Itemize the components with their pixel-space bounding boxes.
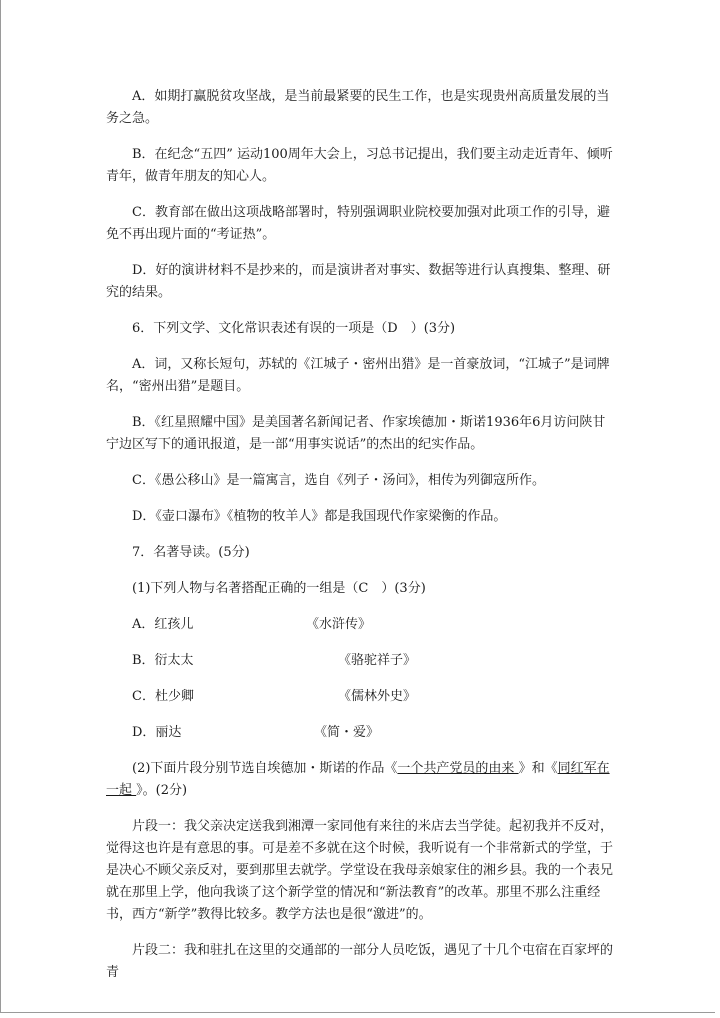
q6-option-b: B．《红星照耀中国》是美国著名新闻记者、作家埃德加・斯诺1936年6月访问陕甘宁边区写下的通讯报道，是一部“用事实说话”的杰出的纪实作品。 xyxy=(106,415,606,452)
pair-book: 《骆驼祥子》 xyxy=(338,653,417,668)
q5-option-b: B．在纪念“五四” 运动100周年大会上，习总书记提出，我们要主动走近青年、倾听青年，做青年朋友的知心人。 xyxy=(106,147,613,184)
sub2-middle: 》和《 xyxy=(518,761,558,776)
pair-label: B．衍太太 xyxy=(132,653,194,668)
book-title-2: 同红军在一起 xyxy=(106,761,610,798)
q5-option-a: A．如期打赢脱贫攻坚战，是当前最紧要的民生工作，也是实现贵州高质量发展的当务之急。 xyxy=(106,89,610,126)
pair-label: C．杜少卿 xyxy=(132,689,194,704)
passage-2: 片段二：我和驻扎在这里的交通部的一部分人员吃饭，遇见了十几个屯宿在百家坪的青 xyxy=(106,943,614,980)
book-title-1: 一个共产党员的由来 xyxy=(397,761,519,776)
q7-stem: 7．名著导读。(5分) xyxy=(132,545,250,560)
pair-label: D．丽达 xyxy=(132,725,182,740)
q6-option-c: C．《愚公移山》是一篇寓言，选自《列子・汤问》，相传为列御寇所作。 xyxy=(132,473,545,488)
passage-1: 片段一：我父亲决定送我到湘潭一家同他有来往的米店去当学徒。起初我并不反对，觉得这也许是有意思的事。可是差不多就在这个时候，我听说有一个非常新式的学堂，于是决心不顾父亲反对，要到那里去就学。学堂设在我母亲娘家住的湘乡县。我的一个表兄就在那里上学，他向我谈了这个新学堂的情况和“新法教育”的改革。那里不那么注重经书，西方“新学”教得比较多。教学方法也是很“激进”的。 xyxy=(106,819,614,922)
q5-option-c: C．教育部在做出这项战略部署时，特别强调职业院校要加强对此项工作的引导，避免不再出现片面的“考证热”。 xyxy=(106,205,610,242)
pair-book: 《儒林外史》 xyxy=(338,689,417,704)
q7-pair-c xyxy=(132,686,618,708)
q6-option-d: D．《壶口瀑布》《植物的牧羊人》都是我国现代作家梁衡的作品。 xyxy=(132,509,507,524)
q7-pair-d xyxy=(132,722,618,744)
q7-pair-b xyxy=(132,650,618,672)
q6-option-a: A．词，又称长短句，苏轼的《江城子・密州出猎》是一首豪放词，“江城子”是词牌名，“密州出猎”是题目。 xyxy=(106,357,610,394)
pair-book: 《简・爱》 xyxy=(314,725,380,740)
pair-book: 《水浒传》 xyxy=(306,617,372,632)
pair-label: A．红孩儿 xyxy=(132,617,194,632)
q6-stem: 6．下列文学、文化常识表述有误的一项是（D ）(3分) xyxy=(132,321,456,336)
q7-pair-a xyxy=(132,614,618,636)
q5-option-d: D．好的演讲材料不是抄来的，而是演讲者对事实、数据等进行认真搜集、整理、研究的结果。 xyxy=(106,263,611,300)
q7-sub1-stem: (1)下列人物与名著搭配正确的一组是（C ）(3分) xyxy=(132,581,426,596)
q7-sub2-stem xyxy=(106,758,618,802)
document-body xyxy=(106,86,618,998)
sub2-prefix: (2)下面片段分别节选自埃德加・斯诺的作品《 xyxy=(132,761,398,776)
sub2-suffix: 》。(2分) xyxy=(136,783,188,798)
